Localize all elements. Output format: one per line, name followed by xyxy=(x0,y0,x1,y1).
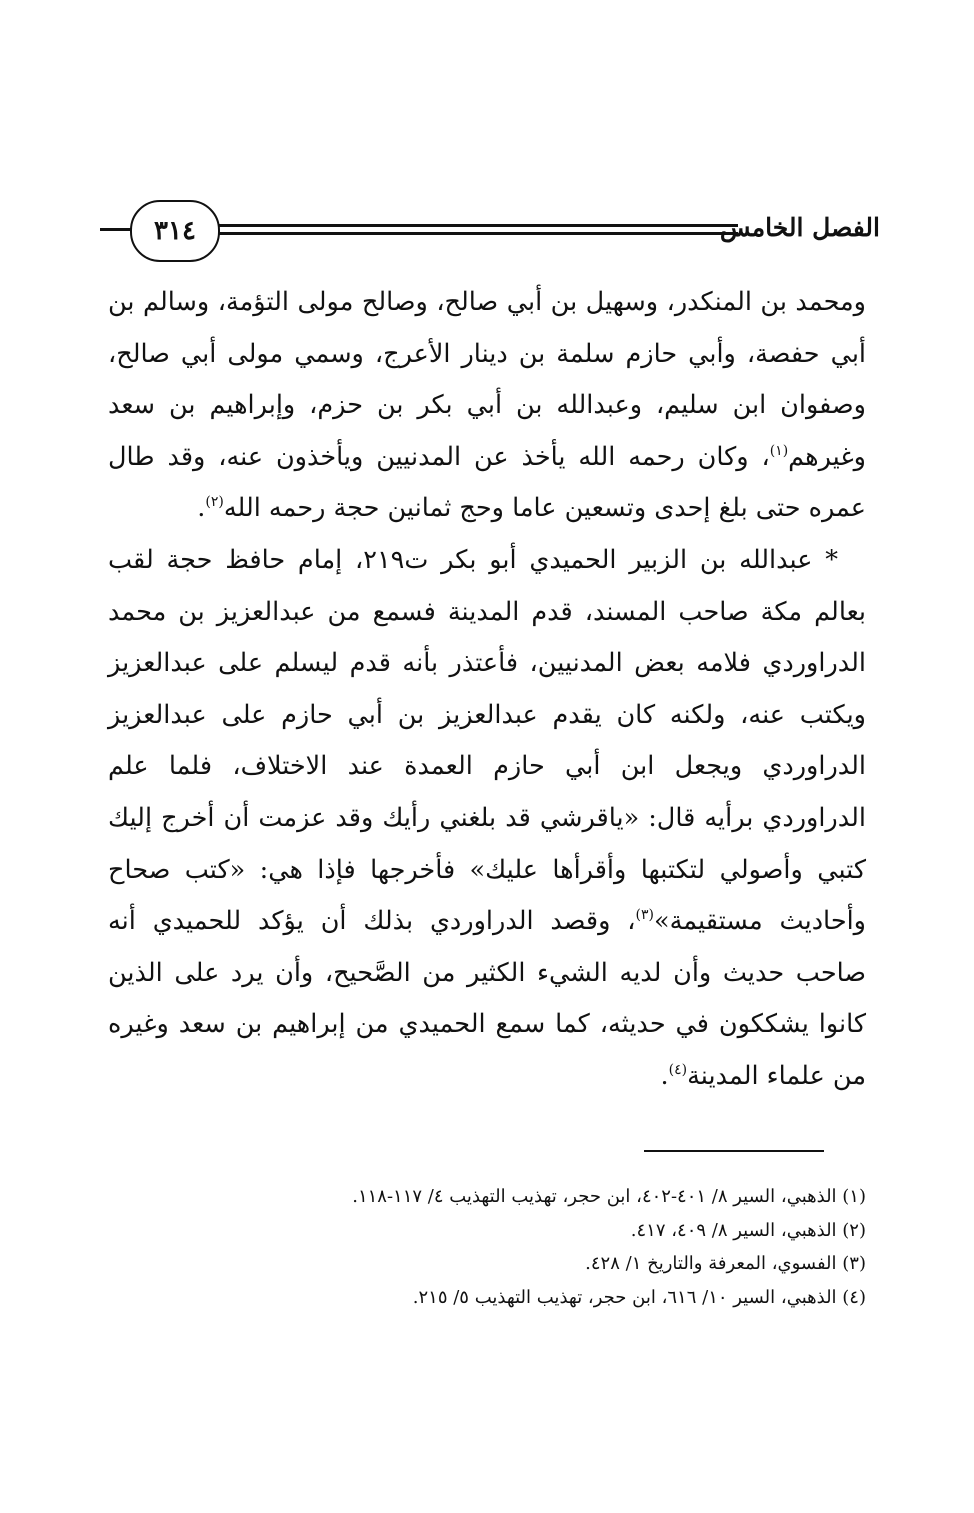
paragraph-text: ، وقصد الدراوردي بذلك أن يؤكد للحميدي أنه صاحب حديث وأن لديه الشيء الكثير من الصَّحيح، وأن يرد على الذين كانوا يشككون في حديثه، كما سمع الحميدي من إبراهيم بن سعد وغيره من علماء المدينة xyxy=(108,906,866,1091)
chapter-title: الفصل الخامس xyxy=(719,213,880,242)
paragraph-text: ومحمد بن المنكدر، وسهيل بن أبي صالح، وصالح مولى التؤمة، وسالم بن أبي حفصة، وأبي حازم سلمة بن دينار الأعرج، وسمي مولى أبي صالح، وصفوان ابن سليم، وعبدالله بن أبي بكر بن حزم، وإبراهيم بن سعد وغيرهم xyxy=(108,287,866,472)
page-number: ٣١٤ xyxy=(154,216,196,246)
paragraph-text: * عبدالله بن الزبير الحميدي أبو بكر ت٢١٩، إمام حافظ حجة لقب بعالم مكة صاحب المسند، قدم المدينة فسمع من عبدالعزيز بن محمد الدراوردي فلامه بعض المدنيين، فأعتذر بأنه قدم ليسلم على عبدالعزيز ويكتب عنه، ولكنه كان يقدم عبدالعزيز بن أبي حازم على عبدالعزيز الدراوردي ويجعل ابن أبي حازم العمدة عند الاختلاف، فلما علم الدراوردي برأيه قال: «ياقرشي قد بلغني رأيك وقد عزمت أن أخرج إليك كتبي وأصولي لتكتبها وأقرأها عليك» فأخرجها فإذا هي: «كتب صحاح وأحاديث مستقيمة» xyxy=(108,544,866,937)
footnote: (٢) الذهبي، السير ٨/ ٤٠٩، ٤١٧. xyxy=(630,1219,866,1241)
header-rule-bottom xyxy=(218,232,738,235)
footnote-marker[interactable]: (٣) xyxy=(635,907,654,924)
page-header xyxy=(100,208,880,256)
footnote-marker[interactable]: (١) xyxy=(769,442,789,459)
page-number-badge xyxy=(130,200,220,262)
footnote: (٤) الذهبي، السير ١٠/ ٦١٦، ابن حجر، تهذيب التهذيب ٥/ ٢١٥. xyxy=(412,1286,866,1308)
header-rule-left xyxy=(100,228,132,231)
body-text xyxy=(108,277,866,1103)
footnote-separator xyxy=(644,1150,824,1152)
footnote: (١) الذهبي، السير ٨/ ٤٠١-٤٠٢، ابن حجر، تهذيب التهذيب ٤/ ١١٧-١١٨. xyxy=(352,1186,866,1207)
footnote-marker[interactable]: (٤) xyxy=(668,1061,688,1078)
footnotes xyxy=(108,1180,866,1314)
paragraph xyxy=(108,535,866,1103)
paragraph xyxy=(108,277,866,535)
header-rule-top xyxy=(218,224,738,227)
footnote: (٣) الفسوي، المعرفة والتاريخ ١/ ٤٢٨. xyxy=(585,1253,866,1274)
paragraph-text: . xyxy=(660,1060,669,1091)
paragraph-text: . xyxy=(197,493,206,524)
footnote-marker[interactable]: (٢) xyxy=(205,494,224,511)
paragraph-text: ، وكان رحمه الله يأخذ عن المدنيين ويأخذون عنه، وقد طال عمره حتى بلغ إحدى وتسعين عاما وحج ثمانين حجة رحمه الله xyxy=(108,441,866,524)
